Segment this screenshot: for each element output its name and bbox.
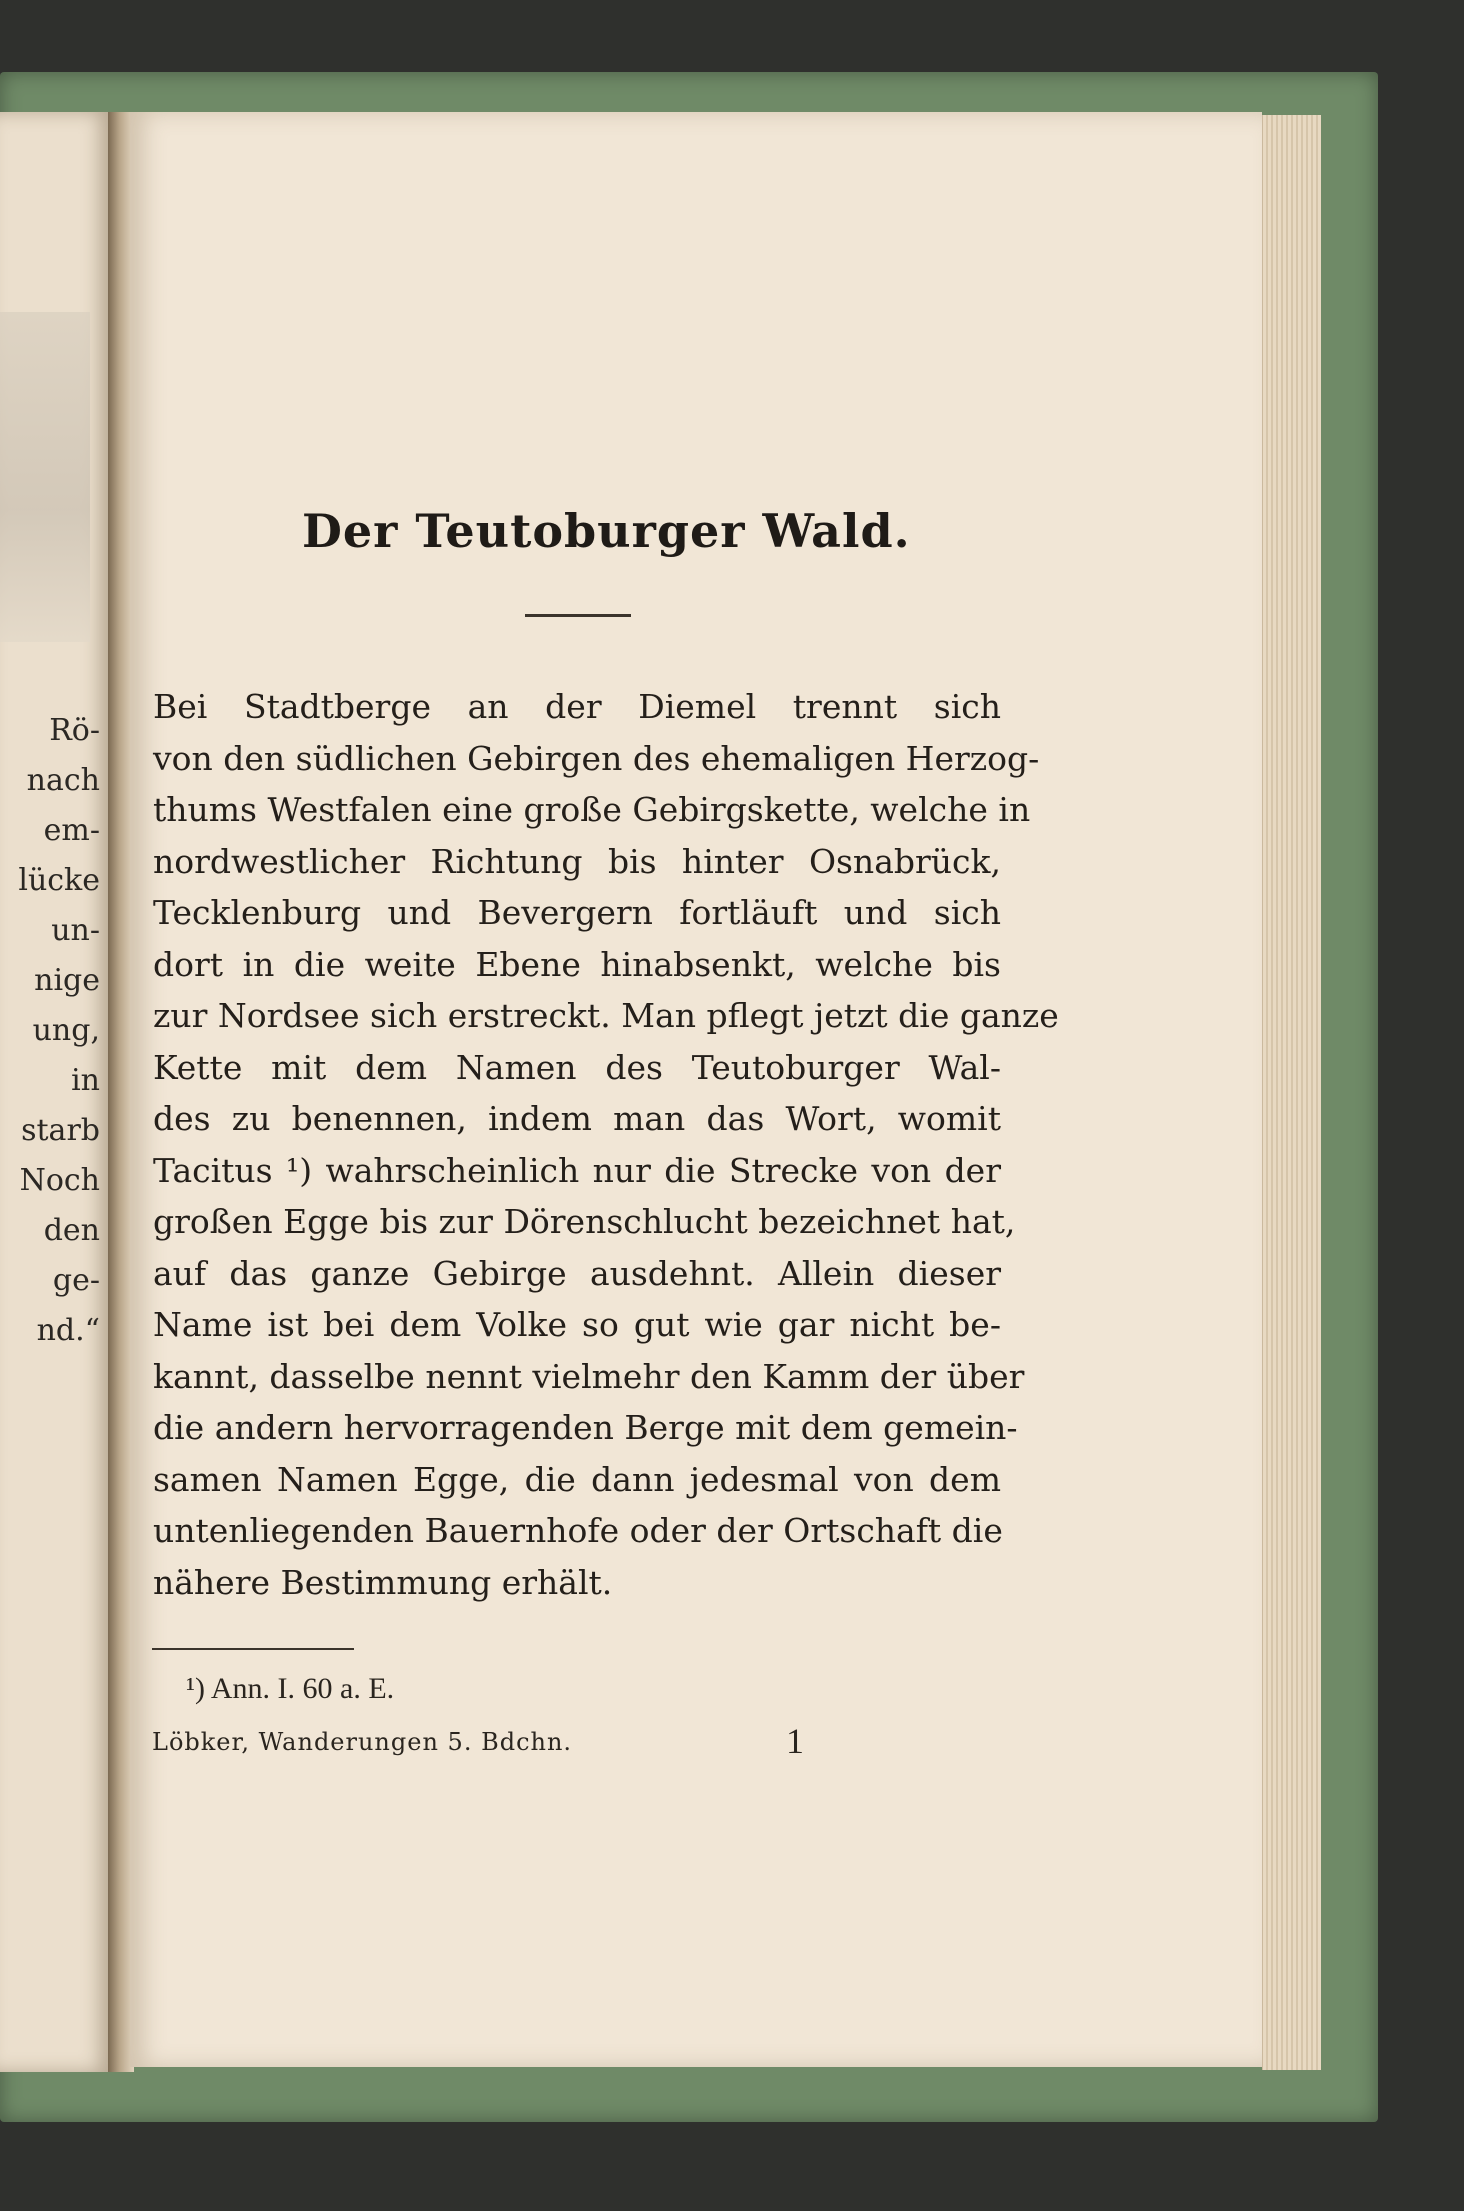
body-line: des zu benennen, indem man das Wort, womit bbox=[153, 1099, 1001, 1138]
left-page-fragment: em- bbox=[43, 813, 100, 848]
left-page-fragment: ge- bbox=[52, 1263, 100, 1298]
left-page-text bbox=[0, 706, 100, 1356]
body-paragraph bbox=[153, 681, 1059, 1608]
left-page-fragment: nd.“ bbox=[36, 1313, 100, 1348]
body-line: thums Westfalen eine große Gebirgskette, welche in bbox=[153, 790, 1031, 829]
left-page-fragment: Rö- bbox=[49, 713, 100, 748]
body-line: die andern hervorragenden Berge mit dem gemein- bbox=[153, 1408, 1018, 1447]
footnote-marker: ¹) bbox=[186, 1672, 205, 1705]
body-line: Name ist bei dem Volke so gut wie gar nicht be- bbox=[153, 1305, 1001, 1344]
body-line: dort in die weite Ebene hinabsenkt, welche bis bbox=[153, 944, 1001, 984]
page-edges bbox=[1262, 115, 1321, 2070]
body-line: großen Egge bis zur Dörenschlucht bezeichnet hat, bbox=[153, 1202, 1016, 1241]
left-page-fragment: un- bbox=[51, 913, 100, 948]
body-line: nordwestlicher Richtung bis hinter Osnabrück, bbox=[153, 841, 1001, 881]
body-line: samen Namen Egge, die dann jedesmal von dem bbox=[153, 1459, 1001, 1499]
page-title: Der Teutoburger Wald. bbox=[302, 504, 911, 558]
left-page-illustration bbox=[0, 312, 90, 642]
footnote-text: Ann. I. 60 a. E. bbox=[210, 1672, 395, 1705]
body-line: Kette mit dem Namen des Teutoburger Wal- bbox=[153, 1047, 1001, 1087]
title-divider bbox=[525, 614, 631, 617]
left-page-fragment: in bbox=[71, 1063, 100, 1098]
sheet-number: 1 bbox=[786, 1721, 804, 1761]
left-page-fragment: ung, bbox=[32, 1013, 100, 1048]
body-line: nähere Bestimmung erhält. bbox=[153, 1562, 613, 1602]
left-page-fragment: den bbox=[43, 1213, 100, 1248]
body-line: Tacitus ¹) wahrscheinlich nur die Strecke von der bbox=[153, 1150, 1001, 1190]
body-line: auf das ganze Gebirge ausdehnt. Allein dieser bbox=[153, 1253, 1001, 1293]
footnote-divider bbox=[152, 1648, 354, 1650]
left-page bbox=[0, 112, 112, 2072]
left-page-fragment: nige bbox=[34, 963, 100, 998]
body-line: Bei Stadtberge an der Diemel trennt sich bbox=[153, 687, 1001, 726]
body-line: untenliegenden Bauernhofe oder der Ortschaft die bbox=[153, 1511, 1003, 1550]
left-page-fragment: lücke bbox=[18, 863, 100, 898]
body-line: Tecklenburg und Bevergern fortläuft und sich bbox=[153, 893, 1001, 932]
body-line: von den südlichen Gebirgen des ehemaligen Herzog- bbox=[153, 738, 1040, 778]
sheet-signature: Löbker, Wanderungen 5. Bdchn. bbox=[152, 1728, 573, 1756]
left-page-fragment: Noch bbox=[19, 1163, 100, 1198]
left-page-fragment: nach bbox=[26, 763, 100, 798]
body-line: kannt, dasselbe nennt vielmehr den Kamm der über bbox=[153, 1356, 1025, 1396]
body-line: zur Nordsee sich erstreckt. Man pflegt jetzt die ganze bbox=[153, 996, 1059, 1035]
left-page-fragment: starb bbox=[21, 1113, 100, 1148]
footnote bbox=[186, 1672, 394, 1706]
